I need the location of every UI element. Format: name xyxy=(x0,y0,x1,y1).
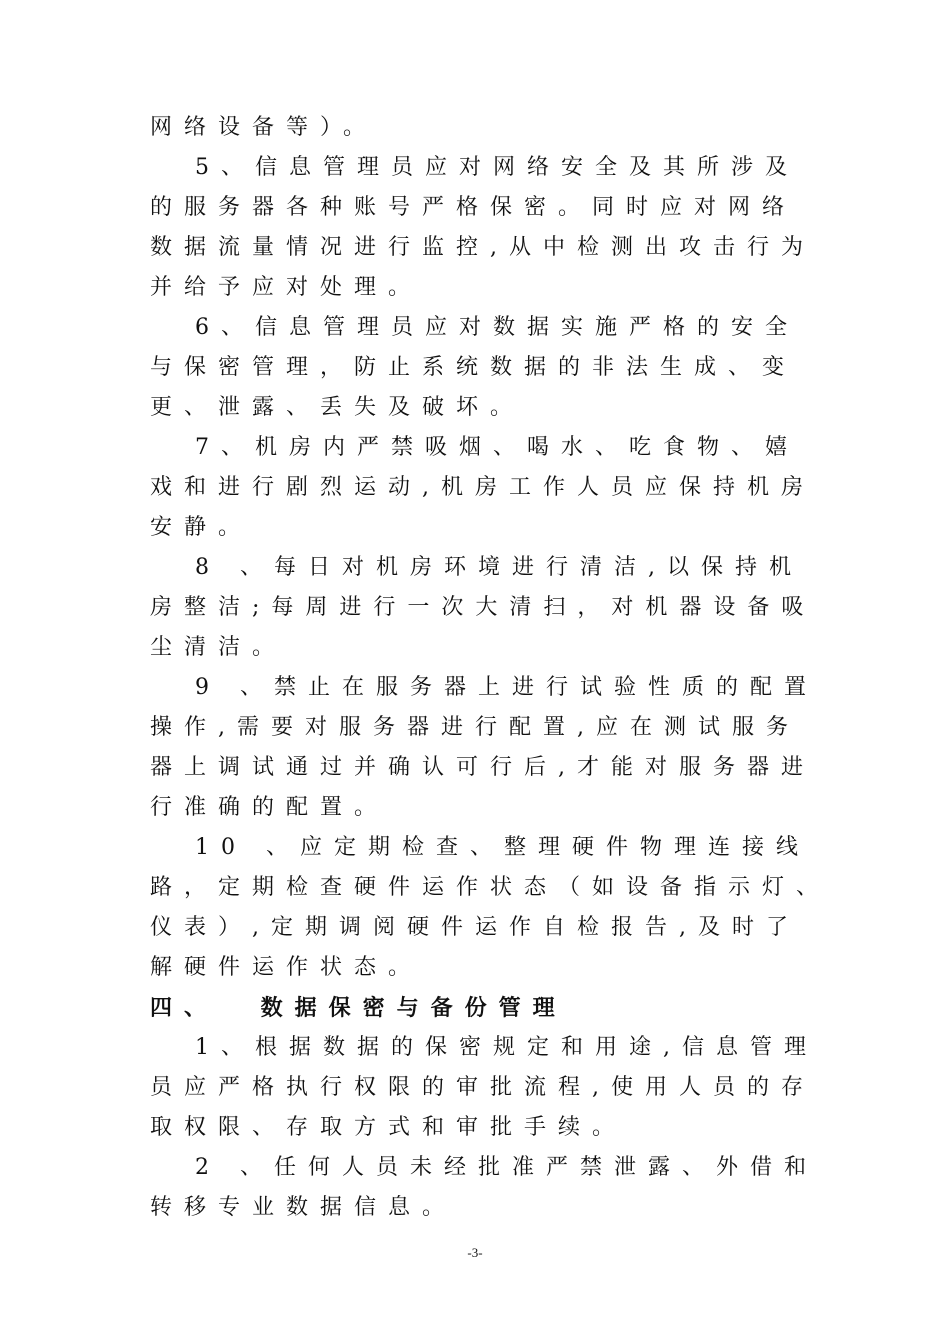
text-line: 尘清洁。 xyxy=(150,635,287,660)
text-line: 解硬件运作状态。 xyxy=(150,955,423,980)
text-line: 员应严格执行权限的审批流程,使用人员的存 xyxy=(150,1075,815,1100)
text-line: 的服务器各种账号严格保密。同时应对网络 xyxy=(150,195,797,220)
text-line: 路，定期检查硬件运作状态（如设备指示灯、 xyxy=(150,875,831,900)
text-line: 2 、任何人员未经批准严禁泄露、外借和 xyxy=(195,1155,818,1180)
text-line: 戏和进行剧烈运动,机房工作人员应保持机房 xyxy=(150,475,815,500)
text-line: 10 、应定期检查、整理硬件物理连接线 xyxy=(195,835,810,860)
text-line: 仪表）,定期调阅硬件运作自检报告,及时了 xyxy=(150,915,800,940)
text-line: 1、根据数据的保密规定和用途,信息管理 xyxy=(195,1035,818,1060)
text-line: 7、机房内严禁吸烟、喝水、吃食物、嬉 xyxy=(195,435,799,460)
section-heading: 四、 数据保密与备份管理 xyxy=(150,995,567,1021)
text-line: 操作,需要对服务器进行配置,应在测试服务 xyxy=(150,715,800,740)
text-line: 更、泄露、丢失及破坏。 xyxy=(150,395,525,420)
text-line: 9 、禁止在服务器上进行试验性质的配置 xyxy=(195,675,818,700)
text-line: 安静。 xyxy=(150,515,253,540)
text-line: 并给予应对处理。 xyxy=(150,275,423,300)
text-line: 与保密管理，防止系统数据的非法生成、变 xyxy=(150,355,797,380)
text-line: 行准确的配置。 xyxy=(150,795,389,820)
text-line: 5、信息管理员应对网络安全及其所涉及 xyxy=(195,155,799,180)
text-line: 房整洁;每周进行一次大清扫，对机器设备吸 xyxy=(150,595,816,620)
text-line: 6、信息管理员应对数据实施严格的安全 xyxy=(195,315,799,340)
page-number: -3- xyxy=(467,1245,483,1260)
text-line: 转移专业数据信息。 xyxy=(150,1195,457,1220)
text-line: 8 、每日对机房环境进行清洁,以保持机 xyxy=(195,555,803,580)
text-line: 网络设备等）。 xyxy=(150,115,378,140)
text-line: 数据流量情况进行监控,从中检测出攻击行为 xyxy=(150,235,815,260)
text-line: 器上调试通过并确认可行后,才能对服务器进 xyxy=(150,755,815,780)
text-line: 取权限、存取方式和审批手续。 xyxy=(150,1115,627,1140)
